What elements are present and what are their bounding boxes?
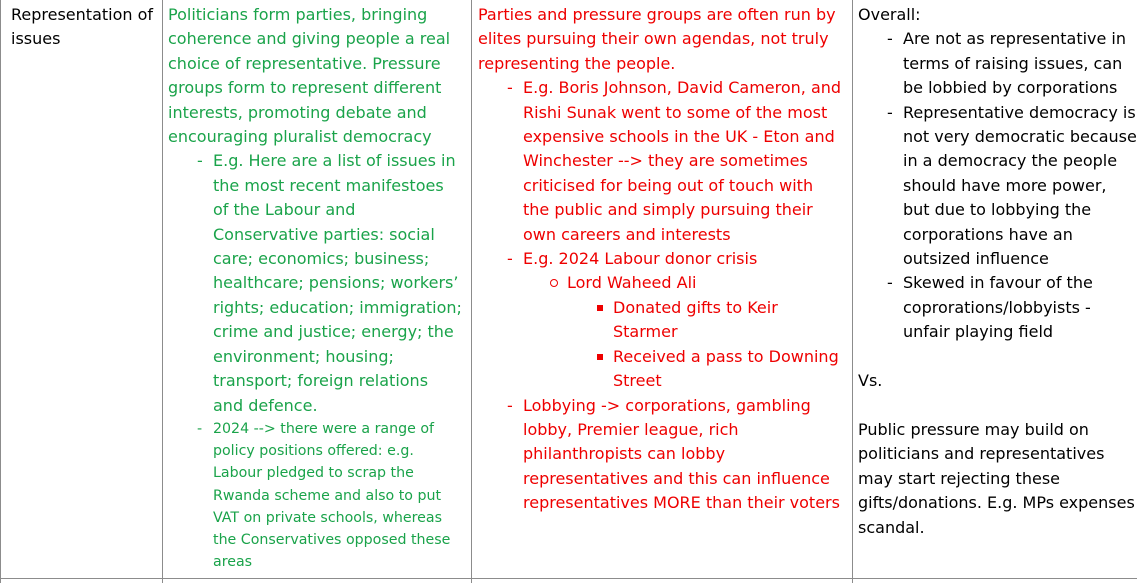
text-line: healthcare; pensions; workers’	[213, 273, 459, 293]
text-line: care; economics; business;	[213, 249, 430, 269]
text-line: representatives and this can influence	[523, 468, 830, 488]
text-line: groups form to represent different	[168, 78, 442, 98]
text-line: Politicians form parties, bringing	[168, 5, 428, 24]
text-line: not very democratic because	[903, 127, 1137, 147]
text-line: Received a pass to Downing	[613, 346, 839, 366]
text-line: Conservative parties: social	[213, 224, 435, 244]
text-line: Public pressure may build on	[858, 419, 1089, 439]
text-line: be lobbied by corporations	[903, 78, 1118, 98]
text-line: lobby, Premier league, rich	[523, 419, 739, 439]
text-line: Street	[613, 371, 662, 391]
text-line: own careers and interests	[523, 224, 731, 244]
sub-sub-list-item	[478, 345, 850, 394]
column-divider-1	[162, 0, 163, 583]
text-line: Rishi Sunak went to some of the most	[523, 102, 828, 122]
row-label-line: Representation of	[11, 5, 154, 24]
list-item	[858, 101, 1137, 272]
row-divider-bottom	[0, 578, 1137, 579]
text-line: Lobbying -> corporations, gambling	[523, 395, 811, 415]
column-divider-2	[471, 0, 472, 583]
sub-list-item	[478, 271, 850, 295]
text-line: crime and justice; energy; the	[213, 322, 454, 342]
text-line: encouraging pluralist democracy	[168, 127, 432, 147]
text-line: unfair playing field	[903, 322, 1054, 342]
text-line: coprorations/lobbyists -	[903, 297, 1091, 317]
text-line: VAT on private schools, whereas	[213, 509, 442, 526]
text-line: the public and simply pursuing their	[523, 200, 813, 220]
text-line: policy positions offered: e.g.	[213, 443, 414, 460]
text-line: Starmer	[613, 322, 678, 342]
text-line: E.g. Here are a list of issues in	[213, 151, 456, 171]
row-label-cell	[11, 3, 161, 52]
text-line: elites pursuing their own agendas, not truly	[478, 29, 829, 49]
text-line: Labour pledged to scrap the	[213, 465, 414, 482]
spacer	[858, 393, 1137, 417]
sub-sub-list-item	[478, 296, 850, 345]
text-line: the most recent manifestoes	[213, 175, 444, 195]
text-line: criticised for being out of touch with	[523, 175, 814, 195]
against-arguments-cell	[478, 3, 850, 516]
column-divider-3	[852, 0, 853, 583]
text-line: Lord Waheed Ali	[567, 273, 697, 293]
text-line: Skewed in favour of the	[903, 273, 1093, 293]
text-line: interests, promoting debate and	[168, 102, 427, 122]
text-line: politicians and representatives	[858, 444, 1105, 464]
text-line: should have more power,	[903, 175, 1107, 195]
dash-bullet: -	[197, 151, 203, 171]
vs-label: Vs.	[858, 371, 883, 391]
text-line: E.g. 2024 Labour donor crisis	[523, 249, 758, 269]
text-line: Parties and pressure groups are often run by	[478, 5, 836, 24]
text-line: outsized influence	[903, 249, 1049, 269]
text-line: E.g. Boris Johnson, David Cameron, and	[523, 78, 842, 98]
text-line: Donated gifts to Keir	[613, 297, 778, 317]
text-line: environment; housing;	[213, 346, 394, 366]
text-line: choice of representative. Pressure	[168, 53, 441, 73]
list-item	[168, 149, 470, 417]
dash-bullet: -	[507, 395, 513, 415]
closing-paragraph	[858, 418, 1137, 540]
dash-bullet: -	[887, 273, 893, 293]
list-item	[858, 271, 1137, 344]
dash-bullet: -	[887, 29, 893, 49]
text-line: Representative democracy is	[903, 102, 1136, 122]
list-item	[478, 76, 850, 247]
circle-bullet-icon	[550, 279, 558, 287]
text-line: coherence and giving people a real	[168, 29, 451, 49]
text-line: transport; foreign relations	[213, 371, 429, 391]
text-line: in a democracy the people	[903, 151, 1118, 171]
evaluation-cell	[858, 3, 1137, 540]
text-line: 2024 --> there were a range of	[213, 420, 435, 437]
text-line: rights; education; immigration;	[213, 297, 462, 317]
table-border-left	[0, 0, 1, 583]
dash-bullet: -	[197, 420, 203, 437]
text-line: expensive schools in the UK - Eton and	[523, 127, 835, 147]
dash-bullet: -	[887, 102, 893, 122]
dash-bullet: -	[507, 249, 513, 269]
text-line: representatives MORE than their voters	[523, 493, 840, 513]
text-line: and defence.	[213, 395, 318, 415]
dash-bullet: -	[507, 78, 513, 98]
text-line: of the Labour and	[213, 200, 356, 220]
text-line: may start rejecting these	[858, 468, 1060, 488]
text-line: but due to lobbying the	[903, 200, 1092, 220]
list-item	[478, 394, 850, 516]
row-label-line: issues	[11, 29, 61, 49]
text-line: the Conservatives opposed these	[213, 531, 451, 548]
text-line: Rwanda scheme and also to put	[213, 487, 442, 504]
against-intro	[478, 3, 850, 76]
text-line: terms of raising issues, can	[903, 53, 1123, 73]
text-line: gifts/donations. E.g. MPs expenses	[858, 493, 1135, 513]
text-line: corporations have an	[903, 224, 1073, 244]
for-arguments-cell	[168, 3, 470, 573]
text-line: philanthropists can lobby	[523, 444, 726, 464]
square-bullet-icon	[597, 305, 603, 311]
list-item	[858, 27, 1137, 100]
for-intro	[168, 3, 470, 149]
overall-heading: Overall:	[858, 5, 921, 24]
text-line: scandal.	[858, 517, 925, 537]
text-line: Winchester --> they are sometimes	[523, 151, 808, 171]
list-item	[168, 418, 470, 573]
text-line: Are not as representative in	[903, 29, 1127, 49]
text-line: areas	[213, 554, 253, 571]
spacer	[858, 345, 1137, 369]
square-bullet-icon	[597, 354, 603, 360]
text-line: representing the people.	[478, 53, 676, 73]
list-item	[478, 247, 850, 271]
